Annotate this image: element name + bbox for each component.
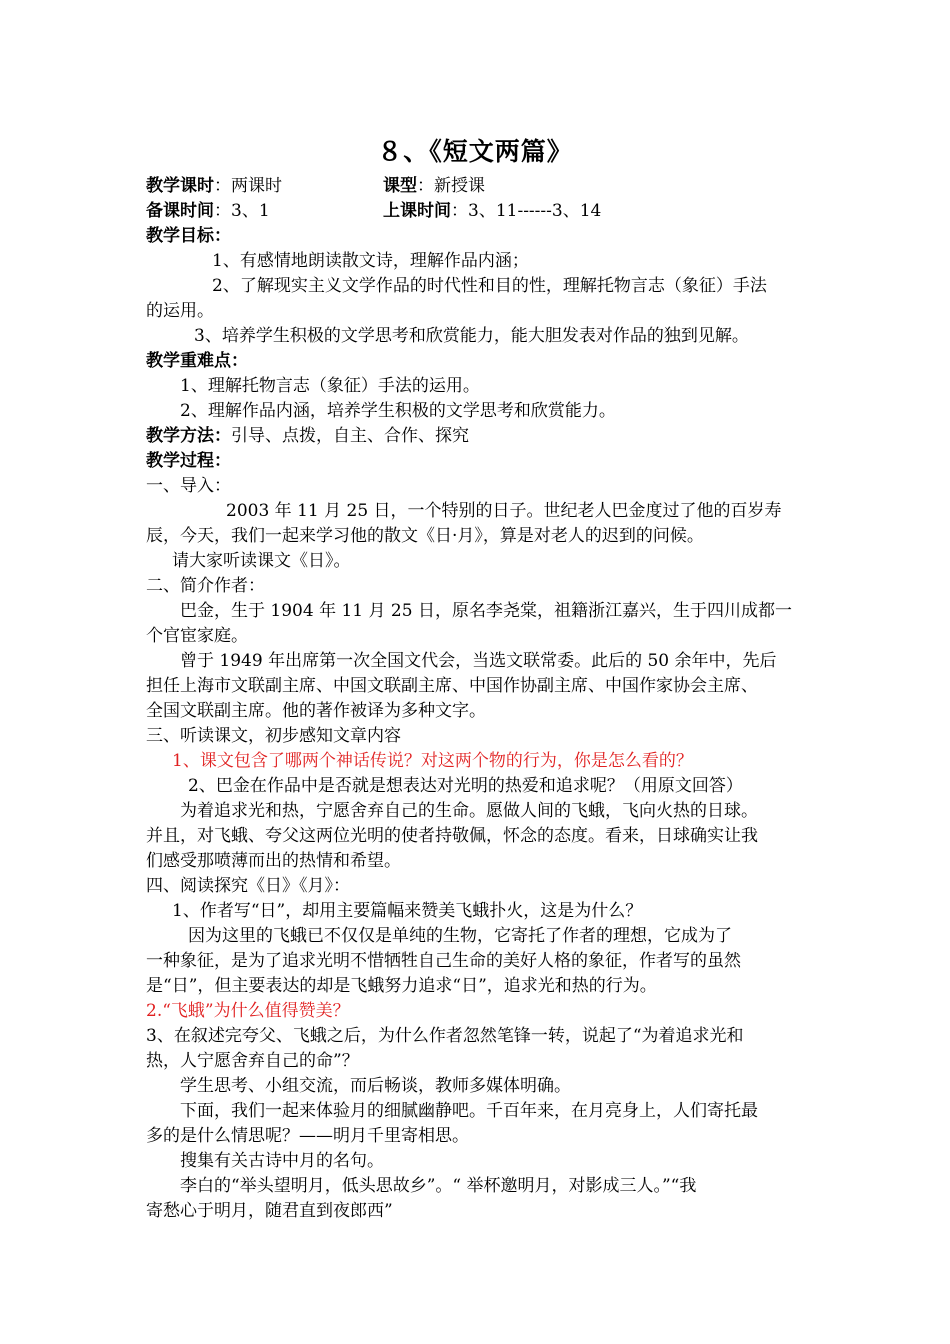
question-line: 2、巴金在作品中是否就是想表达对光明的热爱和追求呢？（用原文回答） bbox=[188, 776, 743, 796]
paragraph-line: 并且，对飞蛾、夸父这两位光明的使者持敬佩，怀念的态度。看来，日球确实让我 bbox=[146, 826, 758, 846]
goal-item: 2、了解现实主义文学作品的时代性和目的性，理解托物言志（象征）手法 bbox=[212, 276, 767, 296]
class-value: ：3、11------3、14 bbox=[451, 201, 602, 221]
paragraph-line: 个官宦家庭。 bbox=[146, 626, 248, 646]
paragraph-line: 曾于 1949 年出席第一次全国文代会，当选文联常委。此后的 50 余年中，先后 bbox=[180, 651, 777, 671]
paragraph-line: 是“日”，但主要表达的却是飞蛾努力追求“日”，追求光和热的行为。 bbox=[146, 976, 657, 996]
paragraph-line: 寄愁心于明月，随君直到夜郎西” bbox=[146, 1201, 393, 1221]
paragraph-line: 巴金，生于 1904 年 11 月 25 日，原名李尧棠，祖籍浙江嘉兴，生于四川成都一 bbox=[180, 601, 792, 621]
question-line: 热，人宁愿舍弃自己的命”？ bbox=[146, 1051, 359, 1071]
method-label: 教学方法： bbox=[146, 426, 231, 446]
meta-row-2-right bbox=[383, 199, 601, 224]
paragraph-line: 搜集有关古诗中月的名句。 bbox=[180, 1151, 384, 1171]
paragraph-line: 为着追求光和热，宁愿舍弃自己的生命。愿做人间的飞蛾，飞向火热的日球。 bbox=[180, 801, 758, 821]
meta-row-1-right bbox=[383, 174, 485, 199]
page-title: ８、《短文两篇》 bbox=[377, 137, 573, 166]
paragraph-line: 李白的“举头望明月，低头思故乡”。“ 举杯邀明月，对影成三人。”“我 bbox=[180, 1176, 697, 1196]
question-highlight: 1、课文包含了哪两个神话传说？对这两个物的行为，你是怎么看的？ bbox=[172, 751, 693, 771]
period-label: 教学课时 bbox=[146, 176, 214, 196]
goal-item-cont: 的运用。 bbox=[146, 301, 214, 321]
paragraph-line: 辰，今天，我们一起来学习他的散文《日·月》，算是对老人的迟到的问候。 bbox=[146, 526, 704, 546]
paragraph-line: 下面，我们一起来体验月的细腻幽静吧。千百年来，在月亮身上，人们寄托最 bbox=[180, 1101, 758, 1121]
section-heading: 三、听读课文，初步感知文章内容 bbox=[146, 726, 401, 746]
key-item: 2、理解作品内涵，培养学生积极的文学思考和欣赏能力。 bbox=[180, 401, 616, 421]
section-heading: 二、简介作者： bbox=[146, 576, 265, 596]
method-value: 引导、点拨，自主、合作、探究 bbox=[231, 426, 469, 446]
paragraph-line: 全国文联副主席。他的著作被译为多种文字。 bbox=[146, 701, 486, 721]
question-line: 1、作者写“日”，却用主要篇幅来赞美飞蛾扑火，这是为什么？ bbox=[172, 901, 643, 921]
paragraph-line: 请大家听读课文《日》。 bbox=[172, 551, 351, 571]
type-value: ：新授课 bbox=[417, 176, 485, 196]
key-item: 1、理解托物言志（象征）手法的运用。 bbox=[180, 376, 480, 396]
goal-item: 3、培养学生积极的文学思考和欣赏能力，能大胆发表对作品的独到见解。 bbox=[194, 326, 749, 346]
prep-value: ：3、1 bbox=[214, 201, 270, 221]
paragraph-line: 一种象征，是为了追求光明不惜牺牲自己生命的美好人格的象征，作者写的虽然 bbox=[146, 951, 741, 971]
question-line: 3、在叙述完夸父、飞蛾之后，为什么作者忽然笔锋一转，说起了“为着追求光和 bbox=[146, 1026, 744, 1046]
goal-item: 1、有感情地朗读散文诗，理解作品内涵； bbox=[212, 251, 529, 271]
question-highlight: 2.“飞蛾”为什么值得赞美？ bbox=[146, 1001, 350, 1021]
paragraph-line: 学生思考、小组交流，而后畅谈，教师多媒体明确。 bbox=[180, 1076, 571, 1096]
paragraph-line: 多的是什么情思呢？——明月千里寄相思。 bbox=[146, 1126, 469, 1146]
paragraph-line: 们感受那喷薄而出的热情和希望。 bbox=[146, 851, 401, 871]
key-heading: 教学重难点： bbox=[146, 351, 248, 371]
type-label: 课型 bbox=[383, 176, 417, 196]
paragraph-line: 2003 年 11 月 25 日，一个特别的日子。世纪老人巴金度过了他的百岁寿 bbox=[226, 501, 782, 521]
goals-heading: 教学目标： bbox=[146, 226, 231, 246]
class-label: 上课时间 bbox=[383, 201, 451, 221]
process-heading: 教学过程： bbox=[146, 451, 231, 471]
paragraph-line: 担任上海市文联副主席、中国文联副主席、中国作协副主席、中国作家协会主席、 bbox=[146, 676, 758, 696]
section-heading: 一、导入： bbox=[146, 476, 231, 496]
method-row bbox=[146, 424, 816, 449]
section-heading: 四、阅读探究《日》《月》： bbox=[146, 876, 350, 896]
period-value: ：两课时 bbox=[214, 176, 282, 196]
paragraph-line: 因为这里的飞蛾已不仅仅是单纯的生物，它寄托了作者的理想，它成为了 bbox=[188, 926, 732, 946]
prep-label: 备课时间 bbox=[146, 201, 214, 221]
